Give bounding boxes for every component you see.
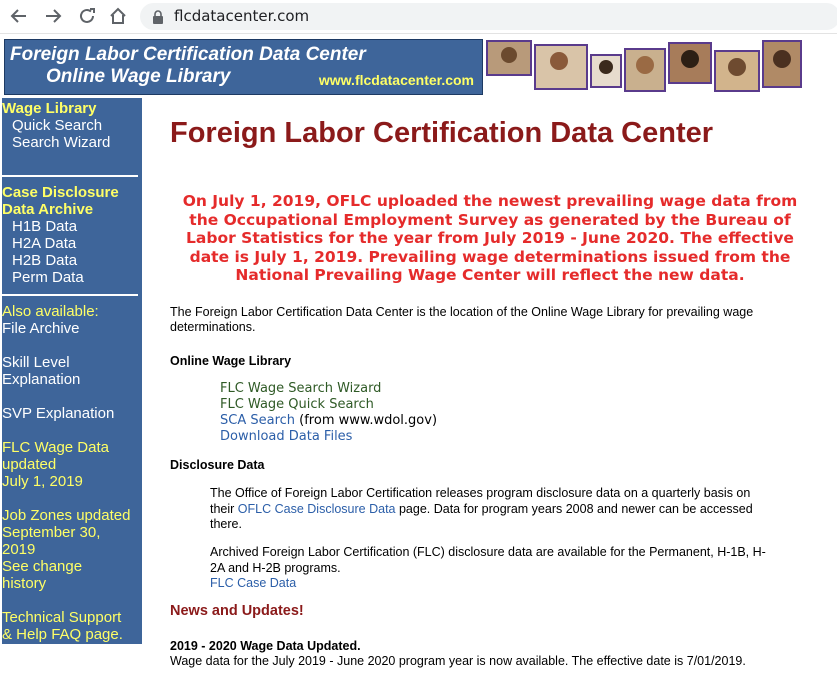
alert-announcement: On July 1, 2019, OFLC uploaded the newest prevailing wage data from the Occupational Employment Survey as generated by the Bureau of Labor Statistics for the year from July 2019 - June 2020. The effective date is July 1, 2019. Prevailing wage determinations issued from the National Prevailing Wage Center will reflect the new data. xyxy=(182,192,798,285)
news-item-title: 2019 - 2020 Wage Data Updated. xyxy=(170,639,361,653)
sidebar-item-skill-level-1[interactable]: Skill Level xyxy=(2,354,70,371)
link-flc-wage-search-wizard[interactable]: FLC Wage Search Wizard xyxy=(220,381,382,396)
sidebar-flc-update-1[interactable]: FLC Wage Data xyxy=(2,439,109,456)
sidebar-heading-case-archive-1: Case Disclosure xyxy=(2,184,119,201)
news-heading: News and Updates! xyxy=(170,603,304,619)
banner-site-url: www.flcdatacenter.com xyxy=(318,72,474,88)
disclosure-paragraph-1 xyxy=(210,486,770,533)
banner-title-line1: Foreign Labor Certification Data Center xyxy=(10,44,366,65)
sca-search-row xyxy=(220,413,437,429)
home-icon[interactable] xyxy=(107,5,129,27)
sidebar-divider xyxy=(2,294,138,296)
site-banner[interactable] xyxy=(4,39,483,95)
sidebar-heading-wage-library[interactable]: Wage Library xyxy=(2,100,97,117)
address-bar[interactable] xyxy=(140,3,837,30)
sidebar-see-change-2[interactable]: history xyxy=(2,575,47,592)
sidebar-item-quick-search[interactable]: Quick Search xyxy=(12,117,103,134)
sidebar-item-h2a[interactable]: H2A Data xyxy=(12,235,77,252)
news-item-text: Wage data for the July 2019 - June 2020 program year is now available. The effective date is 7/01/2019. xyxy=(170,654,746,668)
sidebar-item-file-archive[interactable]: File Archive xyxy=(2,320,80,337)
sca-search-suffix: (from www.wdol.gov) xyxy=(295,413,438,428)
sidebar-item-perm[interactable]: Perm Data xyxy=(12,269,84,286)
section-heading-disclosure: Disclosure Data xyxy=(170,458,265,472)
link-sca-search[interactable]: SCA Search xyxy=(220,413,296,428)
sidebar-job-zones-2[interactable]: September 30, xyxy=(2,524,101,541)
sidebar-see-change-1[interactable]: See change xyxy=(2,558,83,575)
banner-photo-collage xyxy=(485,39,803,95)
sidebar-item-h2b[interactable]: H2B Data xyxy=(12,252,78,269)
intro-paragraph: The Foreign Labor Certification Data Center is the location of the Online Wage Library for prevailing wage determinations. xyxy=(170,305,754,334)
section-heading-owl: Online Wage Library xyxy=(170,354,292,368)
sidebar-flc-update-3[interactable]: July 1, 2019 xyxy=(2,473,83,490)
disclosure-paragraph-2 xyxy=(210,545,770,592)
reload-icon[interactable] xyxy=(76,5,98,27)
sidebar-tech-support-1[interactable]: Technical Support xyxy=(2,609,122,626)
owl-link-list xyxy=(220,381,437,445)
forward-arrow-icon[interactable] xyxy=(42,5,64,27)
sidebar-job-zones-1[interactable]: Job Zones updated xyxy=(2,507,131,524)
link-flc-wage-quick-search[interactable]: FLC Wage Quick Search xyxy=(220,397,374,412)
sidebar-item-skill-level-2[interactable]: Explanation xyxy=(2,371,81,388)
banner-title-line2: Online Wage Library xyxy=(46,66,231,87)
url-text: flcdatacenter.com xyxy=(174,7,310,25)
lock-icon xyxy=(152,9,164,28)
browser-toolbar xyxy=(0,0,837,34)
link-flc-case-data[interactable]: FLC Case Data xyxy=(210,576,297,590)
sidebar-tech-support-2[interactable]: & Help FAQ page. xyxy=(2,626,123,643)
disclosure-p1-text-a: The Office of Foreign Labor Certification releases program disclosure data on a quarterly basis on their xyxy=(210,486,751,516)
link-oflc-case-disclosure[interactable]: OFLC Case Disclosure Data xyxy=(237,501,396,516)
sidebar-also-available: Also available: xyxy=(2,303,99,320)
sidebar-divider xyxy=(2,175,138,177)
sidebar-flc-update-2[interactable]: updated xyxy=(2,456,57,473)
sidebar-heading-case-archive-2: Data Archive xyxy=(2,201,94,218)
back-arrow-icon[interactable] xyxy=(8,5,30,27)
sidebar-job-zones-3[interactable]: 2019 xyxy=(2,541,36,558)
sidebar-item-search-wizard[interactable]: Search Wizard xyxy=(12,134,111,151)
page-title: Foreign Labor Certification Data Center xyxy=(170,117,714,149)
link-download-data-files[interactable]: Download Data Files xyxy=(220,429,353,444)
disclosure-p2-text: Archived Foreign Labor Certification (FLC) disclosure data are available for the Permanent, H-1B, H-2A and H-2B programs. xyxy=(210,545,766,575)
sidebar-item-svp[interactable]: SVP Explanation xyxy=(2,405,115,422)
sidebar-item-h1b[interactable]: H1B Data xyxy=(12,218,78,235)
disclosure-p1-text-b: page. Data for program years 2008 and newer can be accessed there. xyxy=(210,501,753,531)
